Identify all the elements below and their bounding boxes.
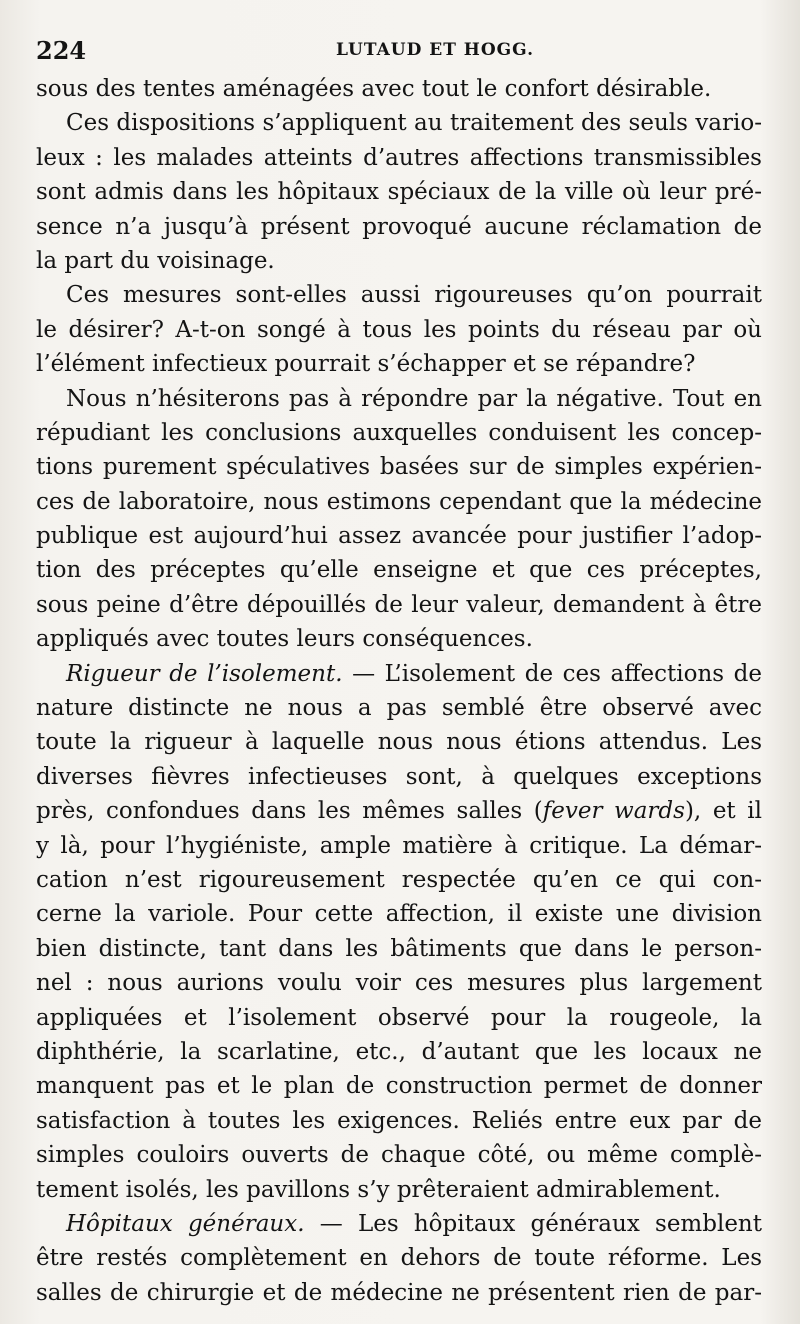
text-line	[36, 1035, 762, 1069]
text-line	[36, 932, 762, 966]
text-line	[36, 175, 762, 209]
text-line	[36, 278, 762, 312]
text-line	[36, 450, 762, 484]
line-text: y là, pour l’hygiéniste, ample matière à critique. La démar-	[36, 832, 762, 859]
line-text: satisfaction à toutes les exigences. Reliés entre eux par de	[36, 1107, 762, 1134]
line-text: cerne la variole. Pour cette affection, il existe une division	[36, 901, 762, 928]
line-text: répudiant les conclusions auxquelles conduisent les concep-	[36, 419, 762, 446]
line-text: — Les hôpitaux généraux semblent	[304, 1210, 762, 1237]
text-line	[36, 1276, 762, 1310]
text-line	[36, 553, 762, 587]
line-text: l’élément infectieux pourrait s’échapper et se répandre?	[36, 351, 696, 378]
section-heading: Hôpitaux généraux.	[66, 1210, 305, 1237]
line-text: diphthérie, la scarlatine, etc., d’autant que les locaux ne	[36, 1038, 762, 1065]
text-line	[36, 897, 762, 931]
text-line	[36, 1207, 762, 1241]
line-text: tions purement spéculatives basées sur de simples expérien-	[36, 454, 762, 481]
italic-term: fever wards	[542, 798, 685, 825]
line-text: Ces mesures sont-elles aussi rigoureuses qu’on pourrait	[66, 282, 762, 309]
text-line	[36, 863, 762, 897]
line-text: appliqués avec toutes leurs conséquences.	[36, 626, 533, 653]
text-line	[36, 1173, 762, 1207]
line-text: la part du voisinage.	[36, 247, 275, 274]
line-text: sont admis dans les hôpitaux spéciaux de la ville où leur pré-	[36, 179, 762, 206]
text-line	[36, 966, 762, 1000]
text-line	[36, 794, 762, 828]
line-text: bien distincte, tant dans les bâtiments que dans le person-	[36, 935, 762, 962]
text-line	[36, 416, 762, 450]
line-text: Ces dispositions s’appliquent au traitement des seuls vario-	[66, 110, 762, 137]
text-line	[36, 657, 762, 691]
line-text: être restés complètement en dehors de toute réforme. Les	[36, 1245, 762, 1272]
line-text: Nous n’hésiterons pas à répondre par la négative. Tout en	[66, 385, 762, 412]
line-text: leux : les malades atteints d’autres affections transmissibles	[36, 144, 762, 171]
line-text: diverses fièvres infectieuses sont, à quelques exceptions	[36, 763, 762, 790]
line-text: sous des tentes aménagées avec tout le confort désirable.	[36, 76, 712, 102]
line-text: sence n’a jusqu’à présent provoqué aucune réclamation de	[36, 213, 762, 240]
text-line	[36, 588, 762, 622]
line-text-after: ), et il	[684, 798, 762, 825]
text-line	[36, 725, 762, 759]
page-header	[36, 36, 766, 76]
text-line	[36, 313, 762, 347]
body-text	[36, 72, 762, 1310]
line-text: le désirer? A-t-on songé à tous les points du réseau par où	[36, 316, 762, 343]
text-line	[36, 1069, 762, 1103]
page-number: 224	[36, 36, 87, 65]
line-text: — L’isolement de ces affections de	[342, 660, 762, 687]
text-line	[36, 622, 762, 656]
text-line	[36, 1241, 762, 1275]
line-text: appliquées et l’isolement observé pour la rougeole, la	[36, 1004, 762, 1031]
text-line	[36, 485, 762, 519]
text-line	[36, 141, 762, 175]
text-line	[36, 1138, 762, 1172]
text-line	[36, 519, 762, 553]
text-line	[36, 382, 762, 416]
line-text: ces de laboratoire, nous estimons cependant que la médecine	[36, 488, 762, 515]
line-text: nature distincte ne nous a pas semblé être observé avec	[36, 695, 762, 722]
line-text: tement isolés, les pavillons s’y prêteraient admirablement.	[36, 1176, 721, 1203]
text-line	[36, 106, 762, 140]
line-text: toute la rigueur à laquelle nous nous étions attendus. Les	[36, 729, 762, 756]
line-text: manquent pas et le plan de construction permet de donner	[36, 1073, 762, 1100]
line-text: sous peine d’être dépouillés de leur valeur, demandent à être	[36, 591, 762, 618]
text-line	[36, 691, 762, 725]
text-line	[36, 1001, 762, 1035]
running-head: LUTAUD ET HOGG.	[336, 40, 534, 60]
line-text: cation n’est rigoureusement respectée qu’en ce qui con-	[36, 866, 762, 893]
text-line	[36, 210, 762, 244]
line-text: près, confondues dans les mêmes salles (	[36, 798, 543, 825]
line-text: simples couloirs ouverts de chaque côté, ou même complè-	[36, 1142, 762, 1169]
text-line	[36, 72, 762, 106]
line-text: salles de chirurgie et de médecine ne présentent rien de par-	[36, 1279, 762, 1306]
line-text: nel : nous aurions voulu voir ces mesures plus largement	[36, 970, 762, 997]
text-line	[36, 829, 762, 863]
text-line	[36, 760, 762, 794]
text-line	[36, 244, 762, 278]
line-text: tion des préceptes qu’elle enseigne et que ces préceptes,	[36, 557, 762, 584]
section-heading: Rigueur de l’isolement.	[66, 660, 343, 687]
line-text: publique est aujourd’hui assez avancée pour justifier l’adop-	[36, 523, 762, 550]
text-line	[36, 347, 762, 381]
text-line	[36, 1104, 762, 1138]
